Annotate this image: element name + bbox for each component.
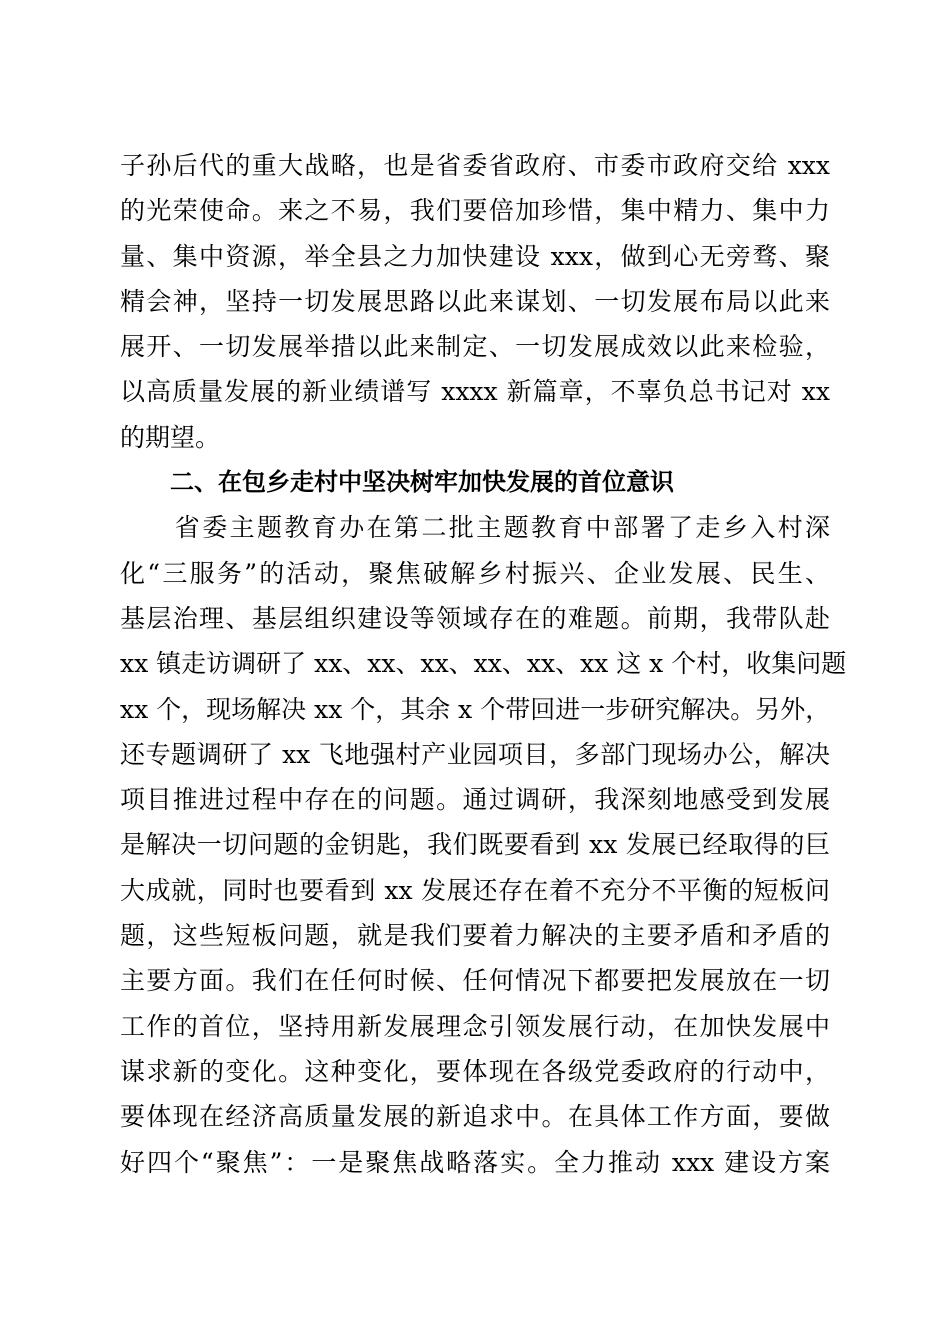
- paragraph-line: 展开、一切发展举措以此来制定、一切发展成效以此来检验，: [120, 332, 830, 362]
- paragraph-line: 题，这些短板问题，就是我们要着力解决的主要矛盾和矛盾的: [120, 921, 830, 951]
- paragraph-line: 化“三服务”的活动，聚焦破解乡村振兴、企业发展、民生、: [120, 558, 830, 588]
- paragraph-line: xx 个，现场解决 xx 个，其余 x 个带回进一步研究解决。另外，: [120, 694, 831, 724]
- paragraph-line: 谋求新的变化。这种变化，要体现在各级党委政府的行动中，: [120, 1056, 830, 1086]
- paragraph-line: 还专题调研了 xx 飞地强村产业园项目，多部门现场办公，解决: [120, 739, 830, 769]
- paragraph-line: 工作的首位，坚持用新发展理念引领发展行动，在加快发展中: [120, 1011, 830, 1041]
- paragraph-line: 要体现在经济高质量发展的新追求中。在具体工作方面，要做: [120, 1102, 830, 1132]
- section-heading: 二、在包乡走村中坚决树牢加快发展的首位意识: [170, 468, 674, 497]
- paragraph-line: xx 镇走访调研了 xx、xx、xx、xx、xx、xx 这 x 个村，收集问题: [120, 649, 847, 679]
- paragraph-line: 以高质量发展的新业绩谱写 xxxx 新篇章，不辜负总书记对 xx: [120, 377, 830, 407]
- paragraph-line: 是解决一切问题的金钥匙，我们既要看到 xx 发展已经取得的巨: [120, 830, 830, 860]
- paragraph-line: 的期望。: [120, 422, 221, 452]
- paragraph-line: 省委主题教育办在第二批主题教育中部署了走乡入村深: [120, 513, 830, 543]
- paragraph-line: 基层治理、基层组织建设等领域存在的难题。前期，我带队赴: [120, 603, 830, 633]
- paragraph-line: 的光荣使命。来之不易，我们要倍加珍惜，集中精力、集中力: [120, 196, 830, 226]
- paragraph-line: 好四个“聚焦”：一是聚焦战略落实。全力推动 xxx 建设方案: [120, 1147, 830, 1177]
- paragraph-line: 子孙后代的重大战略，也是省委省政府、市委市政府交给 xxx: [120, 151, 830, 180]
- paragraph-2: [120, 505, 847, 1184]
- document-page: [120, 143, 847, 1185]
- paragraph-line: 量、集中资源，举全县之力加快建设 xxx，做到心无旁骛、聚: [120, 241, 830, 271]
- paragraph-line: 主要方面。我们在任何时候、任何情况下都要把发展放在一切: [120, 966, 830, 996]
- paragraph-line: 精会神，坚持一切发展思路以此来谋划、一切发展布局以此来: [120, 286, 830, 316]
- paragraph-line: 大成就，同时也要看到 xx 发展还存在着不充分不平衡的短板问: [120, 875, 830, 905]
- paragraph-line: 项目推进过程中存在的问题。通过调研，我深刻地感受到发展: [120, 785, 830, 815]
- paragraph-1: [120, 143, 830, 460]
